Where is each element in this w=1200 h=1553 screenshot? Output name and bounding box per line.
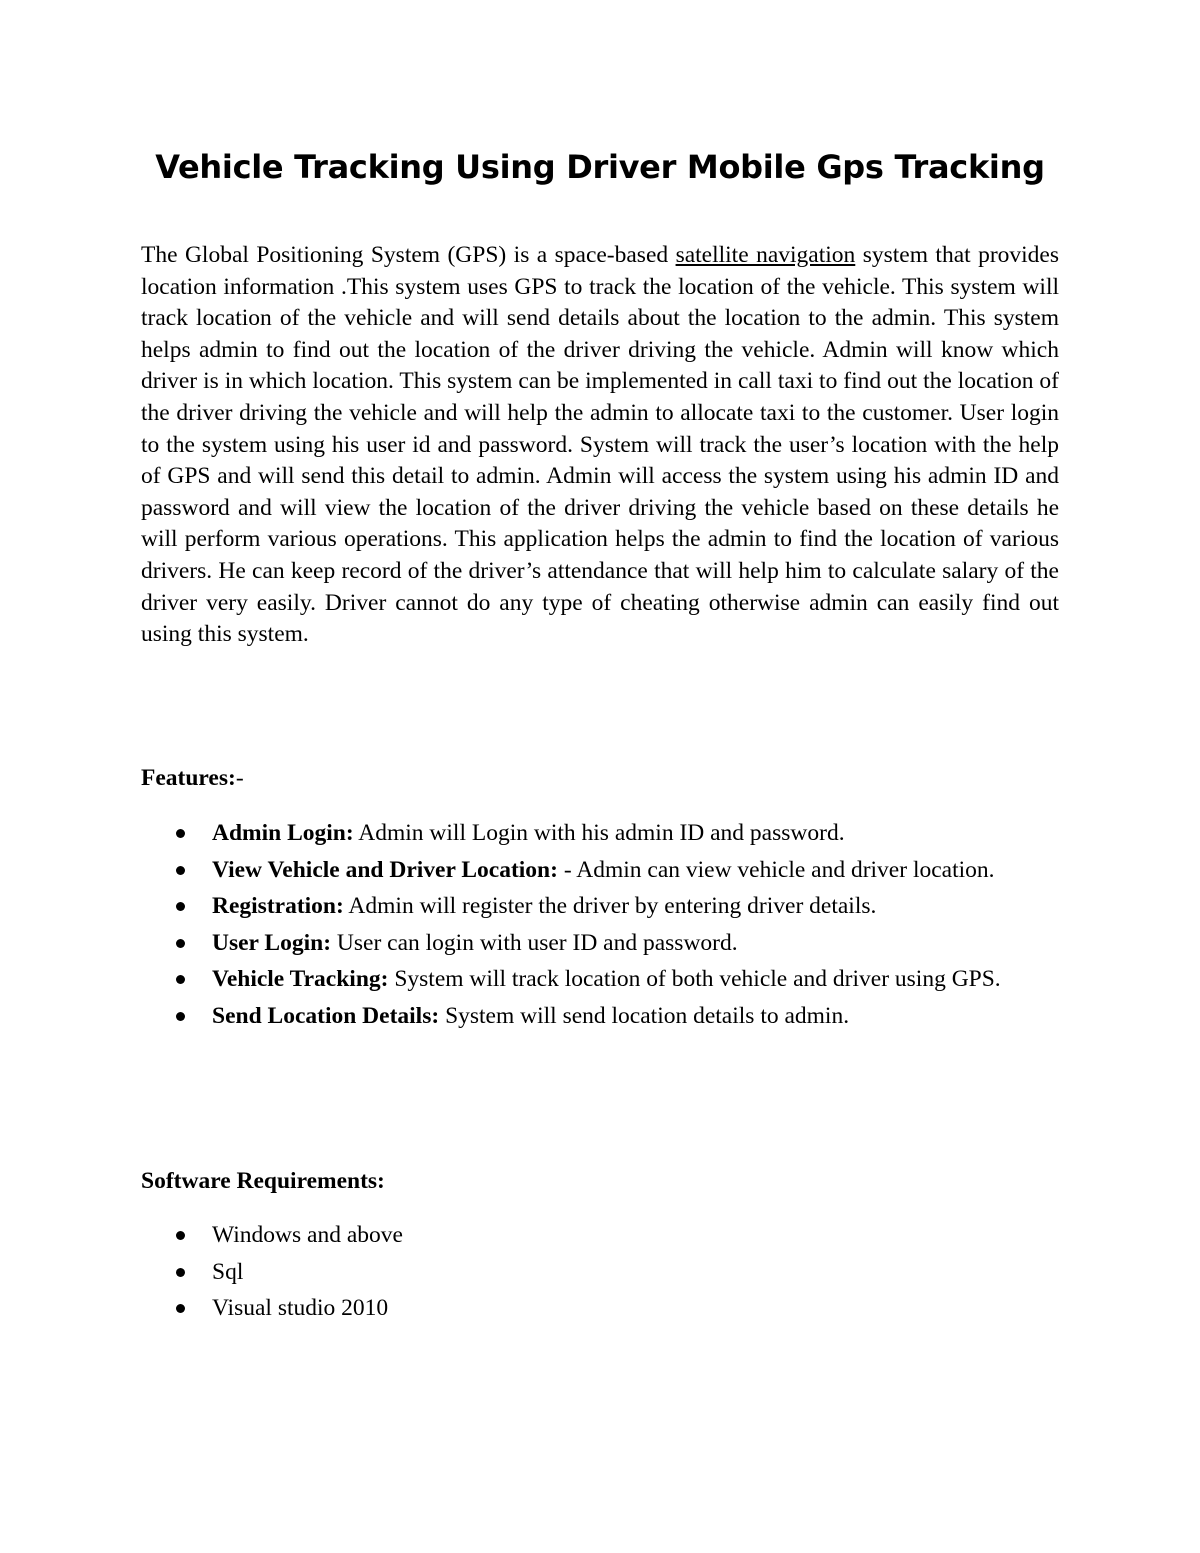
feature-item-admin-login <box>141 815 1041 852</box>
intro-text-start: The Global Positioning System (GPS) is a space-based <box>141 242 676 268</box>
feature-label: View Vehicle and Driver Location: <box>212 856 558 883</box>
bullet-icon <box>176 1304 185 1313</box>
feature-label: User Login: <box>212 929 332 956</box>
feature-label: Admin Login: <box>212 820 354 846</box>
feature-item-vehicle-tracking <box>141 961 1041 998</box>
feature-text: User can login with user ID and password. <box>331 929 738 956</box>
software-item-windows <box>141 1217 1041 1254</box>
bullet-icon <box>176 1268 185 1277</box>
features-list <box>141 815 1041 1035</box>
bullet-icon <box>176 939 185 948</box>
features-heading <box>141 762 244 794</box>
bullet-icon <box>176 975 185 984</box>
software-item-visual-studio <box>141 1290 1041 1327</box>
software-text: Sql <box>212 1258 244 1285</box>
features-heading-suffix: - <box>235 765 244 791</box>
feature-text: Admin will register the driver by entering driver details. <box>343 893 877 920</box>
software-item-sql <box>141 1254 1041 1291</box>
feature-item-send-location <box>141 998 1041 1035</box>
bullet-icon <box>176 829 185 838</box>
software-text: Visual studio 2010 <box>212 1295 389 1322</box>
bullet-icon <box>176 866 185 875</box>
document-title: Vehicle Tracking Using Driver Mobile Gps Tracking <box>155 148 1045 186</box>
feature-text: System will track location of both vehicle and driver using GPS. <box>388 966 1001 993</box>
feature-label: Vehicle Tracking: <box>212 966 389 993</box>
feature-label: Send Location Details: <box>212 1002 440 1029</box>
intro-text-rest: system that provides location information .This system uses GPS to track the location of the vehicle. This system will track location of the vehicle and will send details about the location to the admin. This system helps admin to find out the location of the driver driving the vehicle. Admin will know which driver is in which location. This system can be implemented in call taxi to find out the location of the driver driving the vehicle and will help the admin to allocate taxi to the customer. User login to the system using his user id and password. System will track the user’s location with the help of GPS and will send this detail to admin. Admin will access the system using his admin ID and password and will view the location of the driver driving the vehicle based on these details he will perform various operations. This application helps the admin to find the location of various drivers. He can keep record of the driver’s attendance that will help him to calculate salary of the driver very easily. Driver cannot do any type of cheating otherwise admin can easily find out using this system. <box>141 242 1060 648</box>
bullet-icon <box>176 902 185 911</box>
intro-paragraph <box>141 240 1059 651</box>
software-text: Windows and above <box>212 1222 403 1248</box>
software-requirements-list <box>141 1217 1041 1327</box>
bullet-icon <box>176 1231 185 1240</box>
feature-label: Registration: <box>212 893 344 920</box>
feature-text: Admin will Login with his admin ID and password. <box>353 820 845 846</box>
feature-text: System will send location details to admin. <box>439 1002 850 1029</box>
bullet-icon <box>176 1012 185 1021</box>
satellite-navigation-link[interactable]: satellite navigation <box>675 242 856 268</box>
features-heading-label: Features: <box>141 765 236 791</box>
software-requirements-heading <box>141 1165 385 1197</box>
feature-item-view-location <box>141 852 1041 889</box>
feature-text: - Admin can view vehicle and driver location. <box>557 856 995 883</box>
feature-item-registration <box>141 888 1041 925</box>
feature-item-user-login <box>141 925 1041 962</box>
software-heading-label: Software Requirements: <box>141 1168 385 1194</box>
